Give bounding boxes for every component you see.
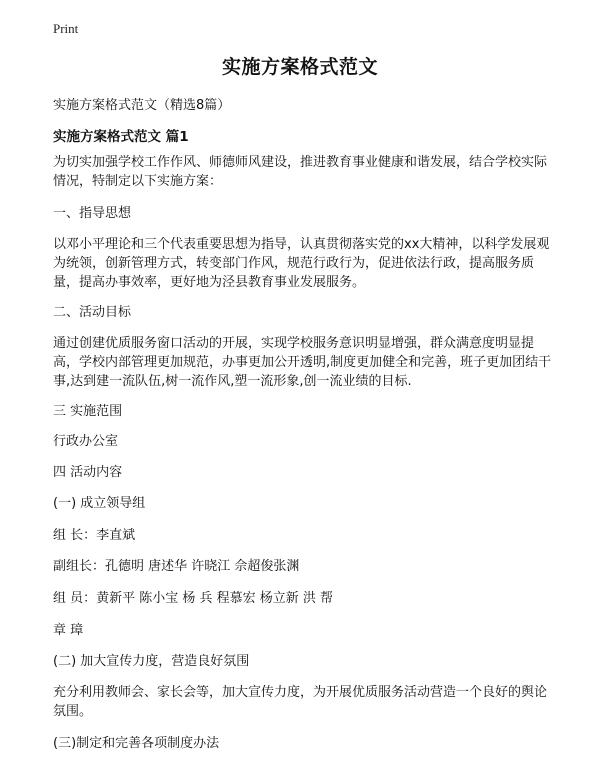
heading-publicity: (二) 加大宣传力度，营造良好氛围: [53, 654, 250, 669]
paragraph-guiding-ideology: 以邓小平理论和三个代表重要思想为指导，认真贯彻落实党的xx大精神，以科学发展观为统领，创新管理方式，转变部门作风，规范行政行为，促进依法行政，提高服务质量，提高办事效率，更好地为泾县教育事业发展服务。: [53, 237, 550, 290]
paragraph-deputy-leaders: 副组长：孔德明 唐述华 许晓江 佘超俊张渊: [53, 559, 300, 574]
heading-guiding-ideology: 一、指导思想: [53, 206, 132, 221]
section-heading: 实施方案格式范文 篇1: [53, 129, 189, 145]
heading-activity-content: 四 活动内容: [53, 465, 123, 480]
heading-activity-goals: 二、活动目标: [53, 305, 132, 320]
paragraph-group-members: 组 员：黄新平 陈小宝 杨 兵 程慕宏 杨立新 洪 帮: [53, 591, 334, 606]
page-title: 实施方案格式范文: [221, 56, 378, 78]
paragraph-member-continued: 章 璋: [53, 623, 84, 638]
print-link[interactable]: Print: [53, 21, 79, 36]
document-subtitle: 实施方案格式范文（精选8篇）: [53, 98, 231, 113]
heading-leadership-group: (一) 成立领导组: [53, 496, 146, 511]
paragraph-scope-office: 行政办公室: [53, 434, 119, 449]
paragraph-group-leader: 组 长：李直斌: [53, 528, 136, 543]
paragraph-activity-goals: 通过创建优质服务窗口活动的开展，实现学校服务意识明显增强，群众满意度明显提高，学校内部管理更加规范，办事更加公开透明,制度更加健全和完善，班子更加团结干事,达到建一流队伍,树一流作风,塑一流形象,创一流业绩的目标.: [53, 336, 552, 389]
heading-rules-and-systems: (三)制定和完善各项制度办法: [53, 736, 220, 751]
heading-implementation-scope: 三 实施范围: [53, 404, 123, 419]
paragraph-intro: 为切实加强学校工作作风、师德师风建设，推进教育事业健康和谐发展，结合学校实际情况，特制定以下实施方案：: [53, 155, 548, 189]
paragraph-publicity: 充分利用教师会、家长会等，加大宣传力度，为开展优质服务活动营造一个良好的舆论氛围。: [53, 685, 548, 719]
